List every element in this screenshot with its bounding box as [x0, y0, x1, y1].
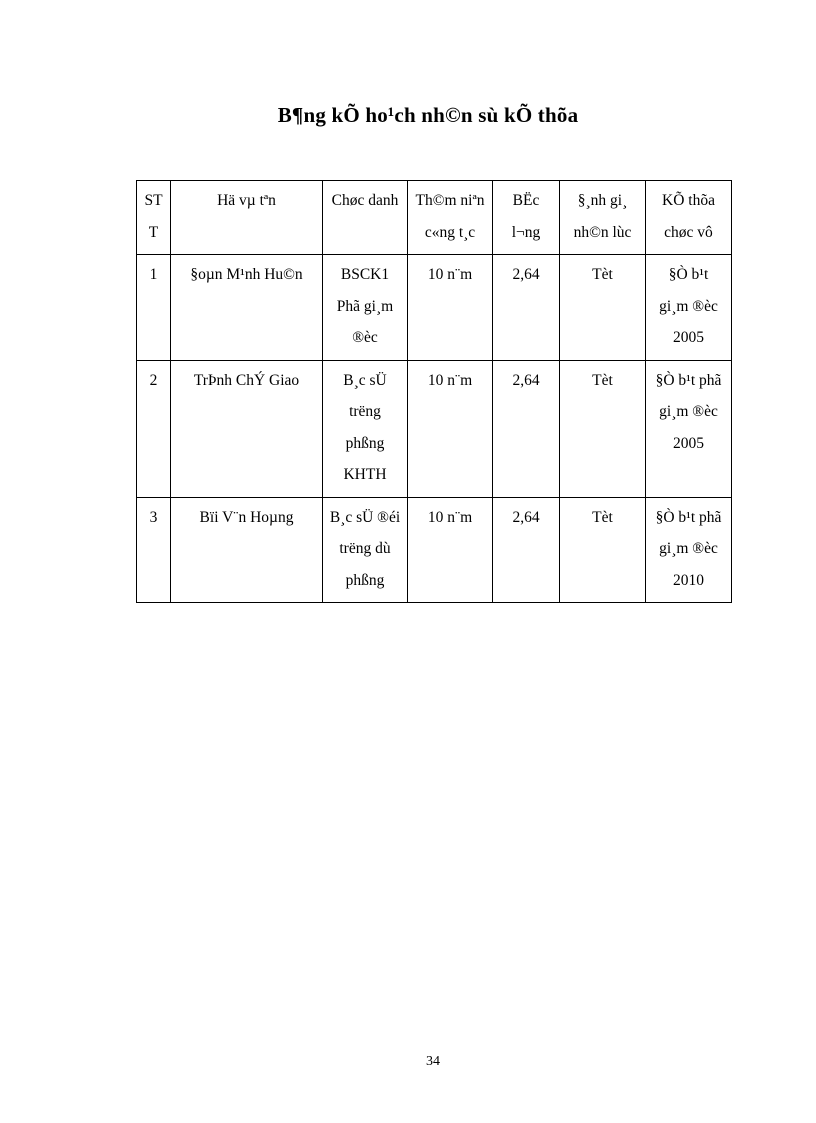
cell-salary-level: 2,64: [493, 255, 560, 361]
cell-seniority: 10 n¨m: [408, 255, 493, 361]
cell-salary-level: 2,64: [493, 360, 560, 497]
header-assessment: §¸nh gi¸ nh©n lùc: [560, 181, 646, 255]
header-position: Chøc danh: [323, 181, 408, 255]
cell-assessment: Tèt: [560, 497, 646, 603]
header-row: [137, 181, 732, 255]
cell-position: BSCK1 Phã gi¸m ®èc: [323, 255, 408, 361]
cell-assessment: Tèt: [560, 360, 646, 497]
header-succession: KÕ thõa chøc vô: [646, 181, 732, 255]
table-row: [137, 497, 732, 603]
header-salary-level: BËc l¬ng: [493, 181, 560, 255]
cell-salary-level: 2,64: [493, 497, 560, 603]
table-row: [137, 255, 732, 361]
cell-name: Bïi V¨n Hoµng: [171, 497, 323, 603]
page-title: B¶ng kÕ ho¹ch nh©n sù kÕ thõa: [277, 103, 579, 127]
page-number: 34: [426, 1054, 440, 1069]
cell-stt: 3: [137, 497, 171, 603]
cell-stt: 2: [137, 360, 171, 497]
succession-plan-table: [136, 180, 732, 603]
cell-stt: 1: [137, 255, 171, 361]
header-name: Hä vµ tªn: [171, 181, 323, 255]
cell-position: B¸c sÜ ®éi trëng dù phßng: [323, 497, 408, 603]
cell-succession: §Ò b¹t phã gi¸m ®èc 2010: [646, 497, 732, 603]
cell-position: B¸c sÜ trëng phßng KHTH: [323, 360, 408, 497]
cell-assessment: Tèt: [560, 255, 646, 361]
header-stt: ST T: [137, 181, 171, 255]
header-seniority: Th©m niªn c«ng t¸c: [408, 181, 493, 255]
cell-seniority: 10 n¨m: [408, 497, 493, 603]
cell-succession: §Ò b¹t phã gi¸m ®èc 2005: [646, 360, 732, 497]
cell-name: TrÞnh ChÝ Giao: [171, 360, 323, 497]
cell-name: §oµn M¹nh Hu©n: [171, 255, 323, 361]
cell-succession: §Ò b¹t gi¸m ®èc 2005: [646, 255, 732, 361]
cell-seniority: 10 n¨m: [408, 360, 493, 497]
table-row: [137, 360, 732, 497]
